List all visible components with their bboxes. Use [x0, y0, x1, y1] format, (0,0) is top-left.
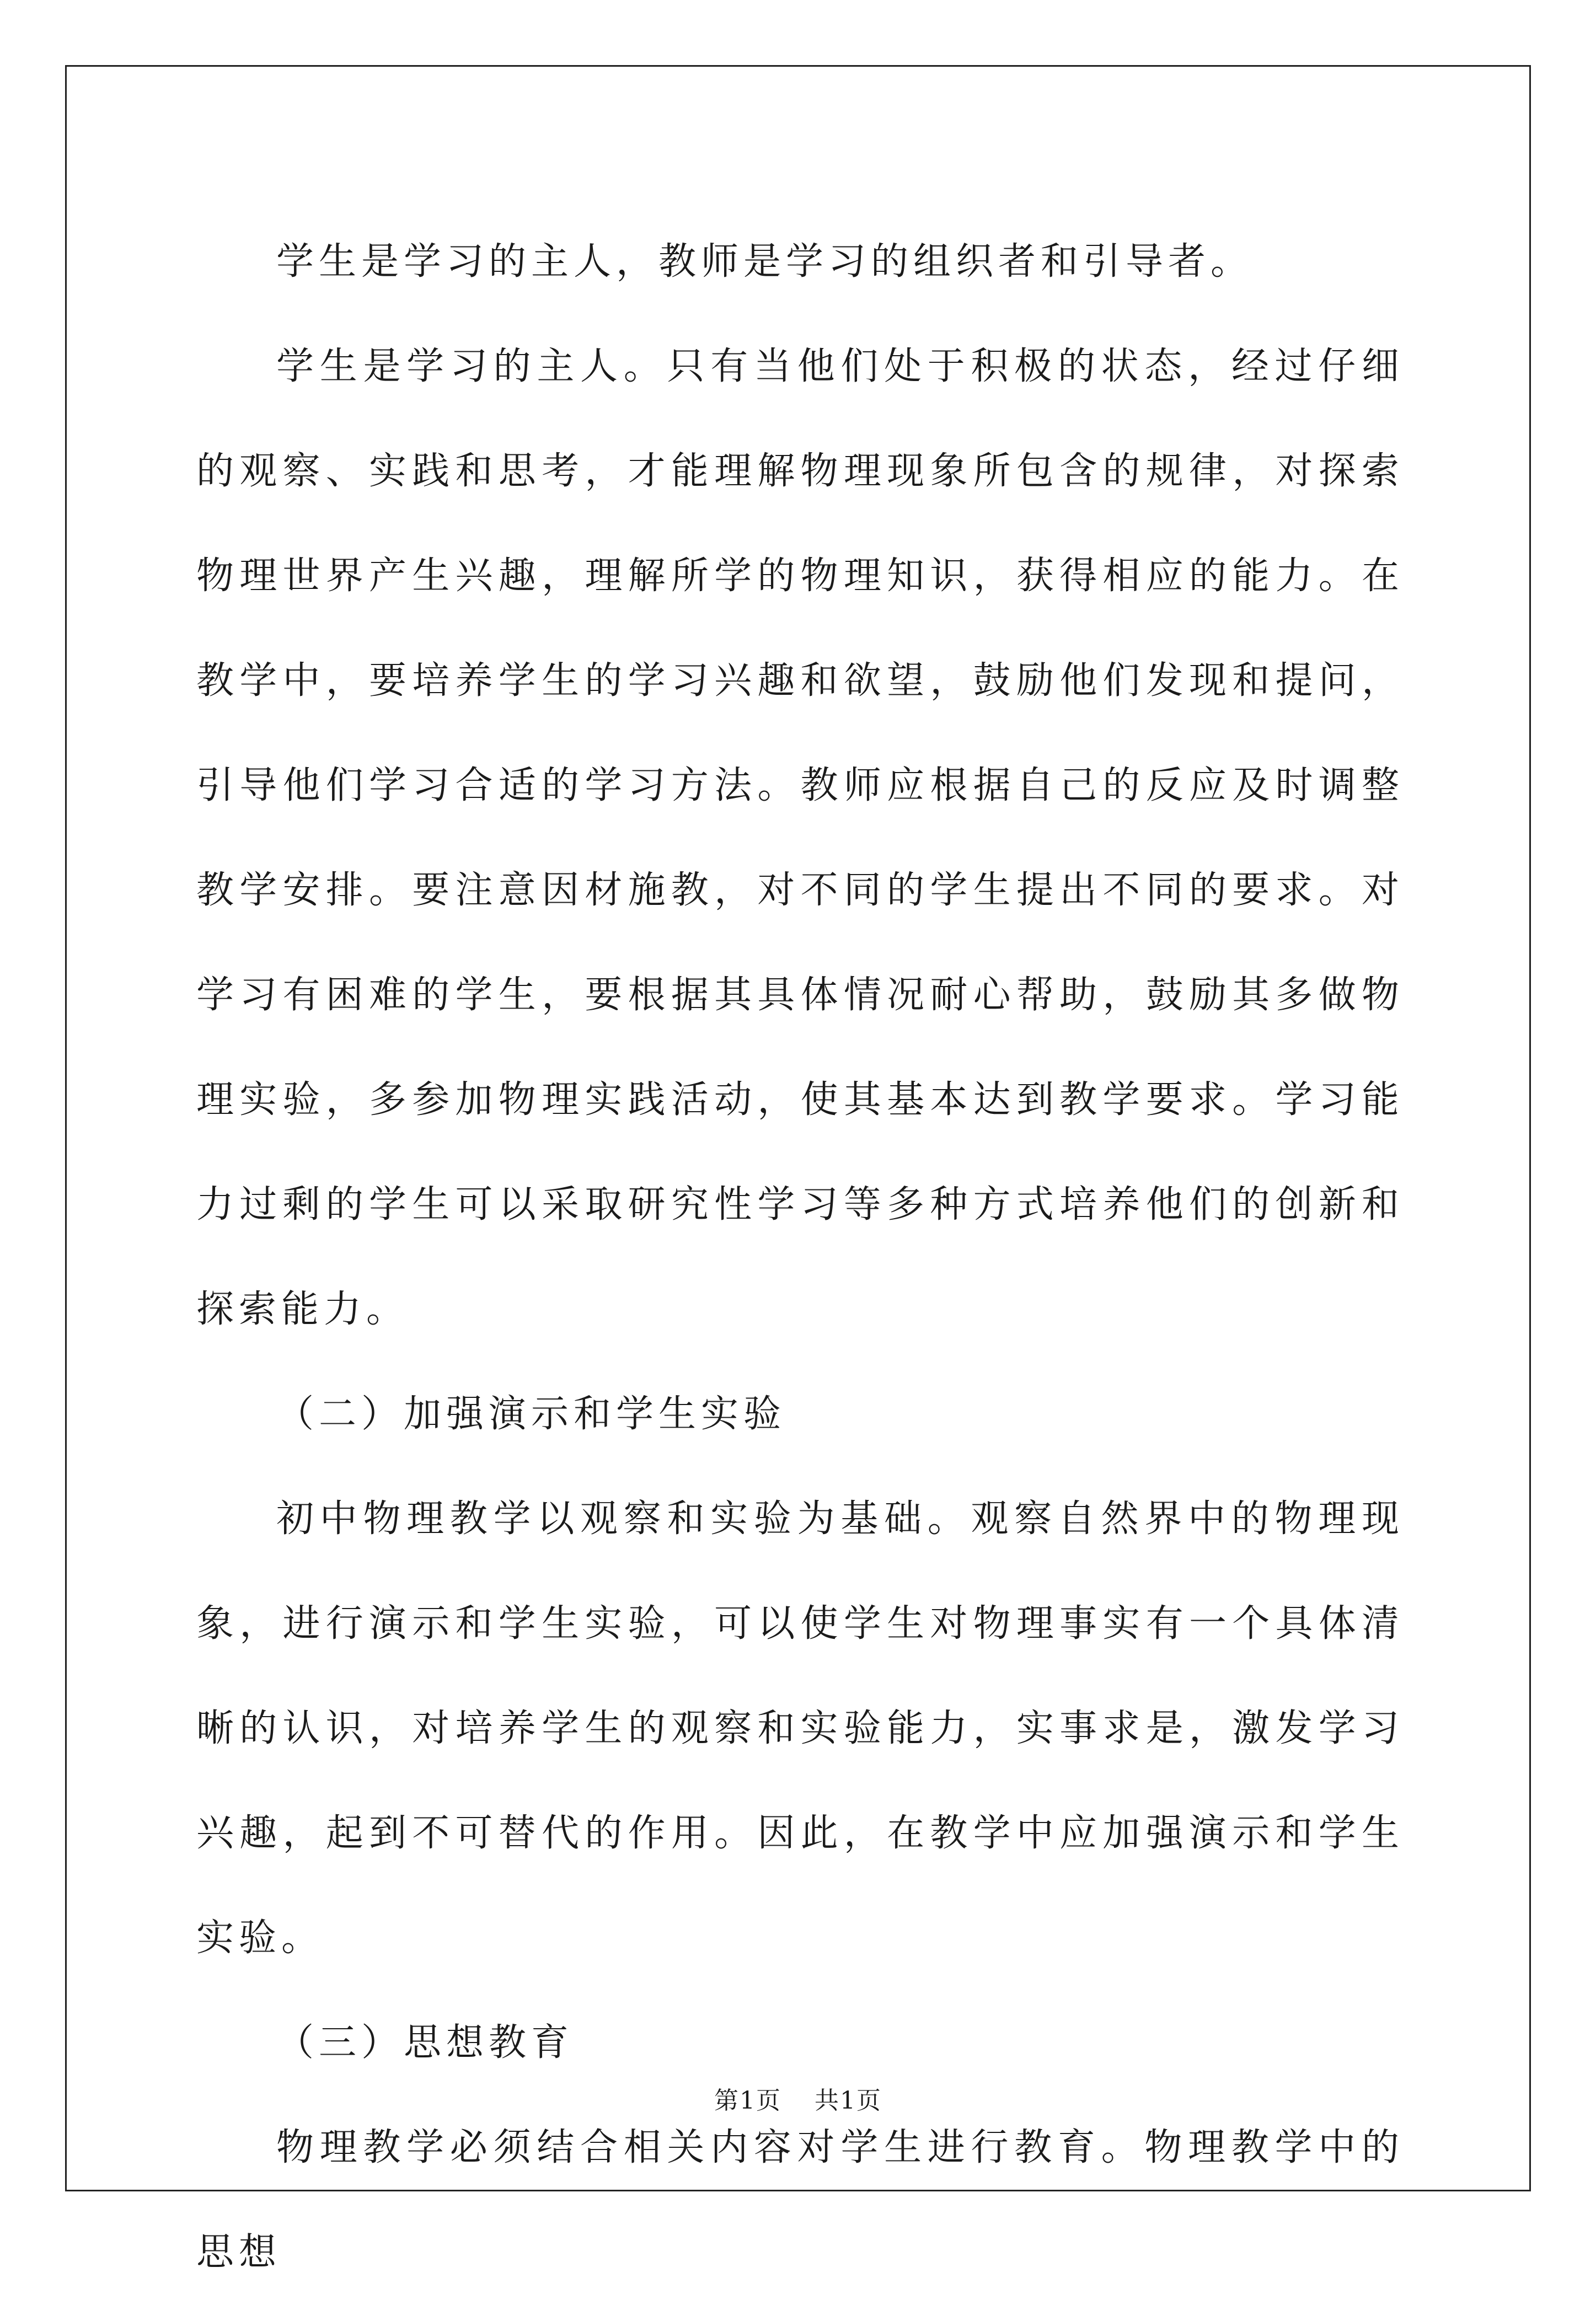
paragraph-student-role: 学生是学习的主人。只有当他们处于积极的状态，经过仔细的观察、实践和思考，才能理解物理现象所包含的规律，对探索物理世界产生兴趣，理解所学的物理知识，获得相应的能力。在教学中，要培养学生的学习兴趣和欲望，鼓励他们发现和提问，引导他们学习合适的学习方法。教师应根据自己的反应及时调整教学安排。要注意因材施教，对不同的学生提出不同的要求。对学习有困难的学生，要根据其具体情况耐心帮助，鼓励其多做物理实验，多参加物理实践活动，使其基本达到教学要求。学习能力过剩的学生可以采取研究性学习等多种方式培养他们的创新和探索能力。 [196, 345, 1404, 1331]
section-heading-experiments: （二）加强演示和学生实验 [276, 1392, 786, 1436]
paragraph-ideology: 物理教学必须结合相关内容对学生进行教育。物理教学中的思想 [196, 2126, 1404, 2274]
paragraph-intro: 学生是学习的主人，教师是学习的组织者和引导者。 [276, 240, 1254, 283]
page-number: 第1页 [714, 2087, 781, 2115]
page-footer [0, 2084, 1596, 2118]
paragraph-experiments: 初中物理教学以观察和实验为基础。观察自然界中的物理现象，进行演示和学生实验，可以使学生对物理事实有一个具体清晰的认识，对培养学生的观察和实验能力，实事求是，激发学习兴趣，起到不可替代的作用。因此，在教学中应加强演示和学生实验。 [196, 1497, 1404, 1960]
section-heading-ideology: （三）思想教育 [276, 2021, 574, 2065]
document-body [196, 210, 1404, 2305]
page-total: 共1页 [815, 2087, 882, 2115]
